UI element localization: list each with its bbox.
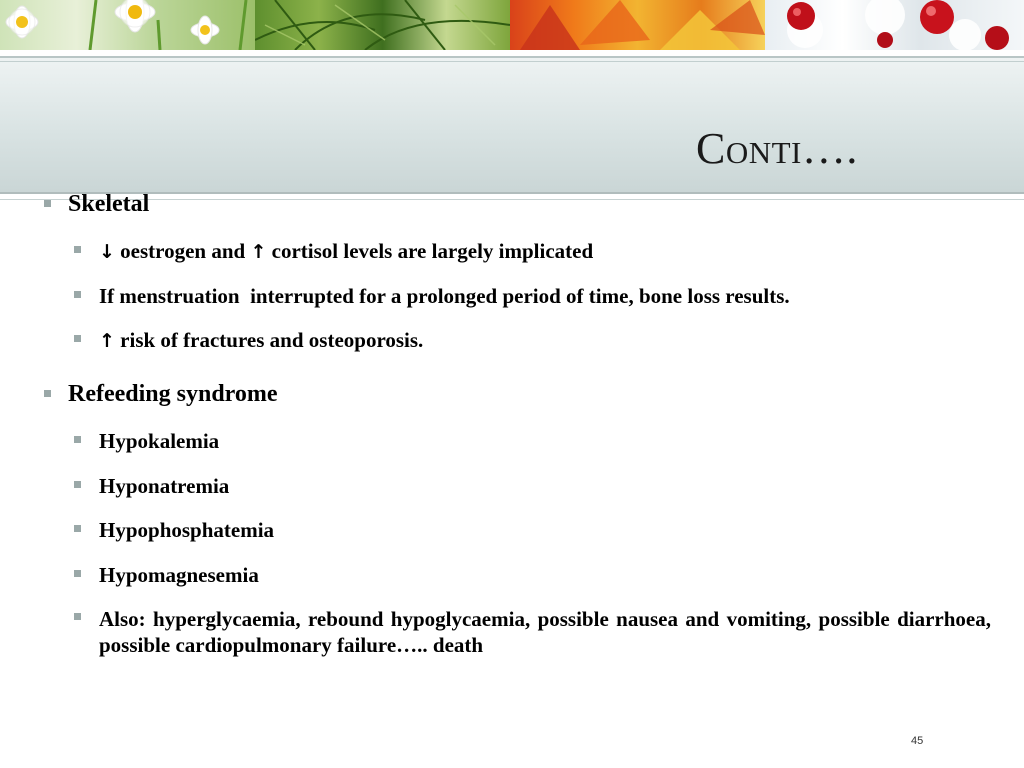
list-item-text <box>99 239 593 264</box>
page-number: 45 <box>911 735 924 747</box>
list-item <box>74 429 219 454</box>
list-item-text: Also: hyperglycaemia, rebound hypoglycaemia, possible nausea and vomiting, possible diarrhoea, possible cardiopulmonary failure….. death <box>99 607 991 657</box>
list-item-text-part: oestrogen and <box>114 239 251 263</box>
decorative-banner <box>0 0 1024 50</box>
list-item-text: Hypomagnesemia <box>99 563 259 587</box>
slide-title: Conti…. <box>696 124 858 173</box>
palm-leaves-image <box>255 0 510 50</box>
list-item-text-part: cortisol levels are largely implicated <box>266 239 594 263</box>
list-item-text: Hyponatremia <box>99 474 230 498</box>
list-item <box>74 239 593 264</box>
list-item <box>74 284 790 309</box>
list-item-text: Hypophosphatemia <box>99 518 275 542</box>
bullet-square-icon <box>44 390 51 397</box>
bullet-square-icon <box>74 335 81 342</box>
section-heading-text: Refeeding syndrome <box>68 381 278 407</box>
bullet-square-icon <box>44 200 51 207</box>
bullet-square-icon <box>74 613 81 620</box>
title-band-bottom-line <box>0 199 1024 200</box>
palm-leaves-photo-panel <box>255 0 510 50</box>
autumn-leaves-image <box>510 0 765 50</box>
list-item-text-part: risk of fractures and osteoporosis. <box>114 328 424 352</box>
daisy-photo-panel <box>0 0 255 50</box>
list-item-text: Hypokalemia <box>99 429 220 453</box>
title-band-top-line <box>0 61 1024 62</box>
list-item <box>74 518 274 543</box>
autumn-leaves-photo-panel <box>510 0 765 50</box>
bullet-square-icon <box>74 525 81 532</box>
list-item <box>74 328 423 353</box>
bullet-square-icon <box>74 570 81 577</box>
bullet-square-icon <box>74 481 81 488</box>
title-band <box>0 56 1024 194</box>
up-arrow-icon: ↑ <box>250 241 267 263</box>
section-heading-skeletal <box>44 191 149 218</box>
list-item <box>74 474 229 499</box>
list-item <box>74 563 259 588</box>
bullet-square-icon <box>74 436 81 443</box>
bullet-square-icon <box>74 246 81 253</box>
list-item-text: If menstruation interrupted for a prolonged period of time, bone loss results. <box>99 284 790 308</box>
red-berries-image <box>765 0 1024 50</box>
section-heading-refeeding <box>44 381 278 408</box>
list-item-text <box>99 328 423 353</box>
down-arrow-icon: ↓ <box>99 241 115 263</box>
bullet-square-icon <box>74 291 81 298</box>
daisy-flowers-image <box>0 0 255 50</box>
list-item <box>74 606 991 658</box>
up-arrow-icon: ↑ <box>99 330 115 352</box>
winter-berries-photo-panel <box>765 0 1024 50</box>
section-heading-text: Skeletal <box>68 191 150 217</box>
